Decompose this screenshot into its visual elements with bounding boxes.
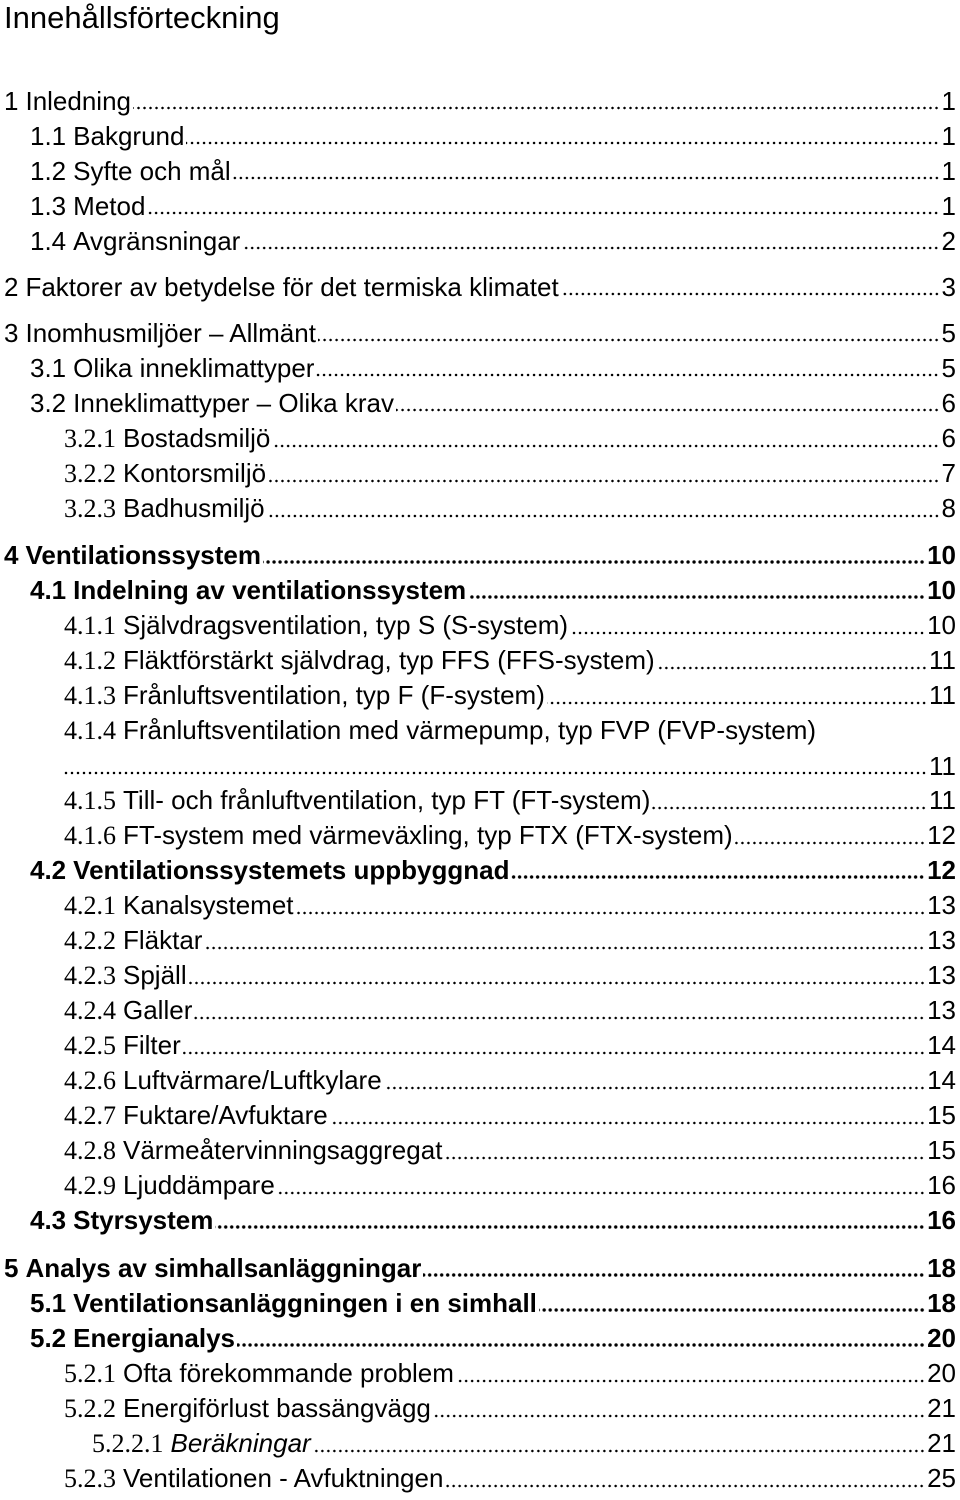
toc-entry[interactable] (0, 493, 960, 524)
entry-title[interactable]: Ventilationsanläggningen i en simhall (73, 1288, 537, 1318)
entry-title[interactable]: Analys av simhallsanläggningar (25, 1253, 422, 1283)
dot-leader (456, 1379, 925, 1383)
entry-number: 3 (4, 318, 19, 348)
entry-title[interactable]: Ljuddämpare (123, 1170, 275, 1200)
page-number: 13 (927, 890, 956, 920)
dot-leader (147, 211, 939, 215)
toc-entry[interactable] (0, 785, 960, 816)
toc-entry[interactable] (0, 575, 960, 605)
page-number: 1 (941, 191, 956, 221)
toc-entry[interactable] (0, 1100, 960, 1131)
page-number: 12 (927, 855, 956, 885)
entry-number: 4.2.4 (64, 996, 116, 1025)
entry-title[interactable]: Ventilationssystemets uppbyggnad (73, 855, 510, 885)
page-number: 6 (941, 423, 956, 453)
dot-leader (444, 1156, 925, 1160)
entry-title[interactable]: Syfte och mål (73, 156, 231, 186)
entry-title[interactable]: Indelning av ventilationssystem (73, 575, 467, 605)
toc-entry[interactable] (0, 1030, 960, 1061)
toc-entry[interactable] (0, 1393, 960, 1424)
dot-leader (318, 338, 940, 342)
toc-entry[interactable] (0, 1170, 960, 1201)
entry-title[interactable]: Energianalys (73, 1323, 236, 1353)
toc-entry[interactable] (0, 680, 960, 711)
dot-leader (296, 911, 926, 915)
toc-entry[interactable] (0, 610, 960, 641)
toc-entry[interactable] (0, 890, 960, 921)
page-number: 16 (927, 1205, 956, 1235)
entry-number: 5 (4, 1253, 19, 1283)
entry-number: 3.1 (30, 353, 67, 383)
dot-leader (242, 246, 939, 250)
page-number: 10 (927, 540, 956, 570)
toc-entry[interactable] (0, 960, 960, 991)
entry-number: 1.3 (30, 191, 67, 221)
page-number: 11 (929, 645, 956, 675)
page-number: 5 (941, 318, 956, 348)
toc-entry[interactable] (0, 423, 960, 454)
page-number: 10 (927, 575, 956, 605)
page-number: 1 (941, 156, 956, 186)
dot-leader (133, 106, 940, 110)
page-number: 16 (927, 1170, 956, 1200)
entry-number: 4.2.3 (64, 961, 116, 990)
toc-entry[interactable] (0, 1288, 960, 1318)
page-number: 1 (941, 86, 956, 116)
toc-entry[interactable] (0, 318, 960, 348)
toc-entry[interactable] (0, 1205, 960, 1235)
entry-title[interactable]: Inomhusmiljöer – Allmänt (25, 318, 316, 348)
dot-leader (570, 631, 925, 635)
entry-number: 1.4 (30, 226, 67, 256)
dot-leader (561, 292, 940, 296)
entry-number: 2 (4, 272, 19, 302)
entry-number: 4.1.3 (64, 681, 116, 710)
entry-title[interactable]: Inledning (25, 86, 132, 116)
page-number: 18 (927, 1253, 956, 1283)
entry-title[interactable]: Till- och frånluftventilation, typ FT (FT-system) (123, 785, 651, 815)
toc-entry[interactable] (0, 1358, 960, 1389)
entry-number: 4.2 (30, 855, 67, 885)
dot-leader (189, 981, 925, 985)
page-number: 6 (941, 388, 956, 418)
entry-number: 4.2.8 (64, 1136, 116, 1165)
entry-title[interactable]: Fuktare/Avfuktare (123, 1100, 328, 1130)
page-number: 3 (941, 272, 956, 302)
page-number: 8 (941, 493, 956, 523)
entry-title[interactable]: Spjäll (123, 960, 187, 990)
entry-number: 4.2.6 (64, 1066, 116, 1095)
entry-title[interactable]: Avgränsningar (73, 226, 241, 256)
entry-title[interactable]: FT-system med värmeväxling, typ FTX (FTX-system) (123, 820, 733, 850)
entry-title[interactable]: Ventilationssystem (25, 540, 262, 570)
page-number: 7 (941, 458, 956, 488)
dot-leader (277, 1191, 925, 1195)
dot-leader (263, 560, 925, 564)
entry-title[interactable]: Faktorer av betydelse för det termiska klimatet (25, 272, 559, 302)
entry-number: 3.2.3 (64, 494, 116, 523)
entry-number: 3.2.2 (64, 459, 116, 488)
entry-title[interactable]: Frånluftsventilation med värmepump, typ FVP (FVP-system) (123, 715, 817, 745)
dot-leader (316, 373, 939, 377)
entry-number: 3.2 (30, 388, 67, 418)
entry-number: 4.1.4 (64, 716, 116, 745)
toc-entry[interactable] (0, 855, 960, 885)
entry-title[interactable]: Fläktförstärkt självdrag, typ FFS (FFS-system) (123, 645, 655, 675)
page-number: 11 (929, 680, 956, 710)
toc-entry[interactable] (0, 540, 960, 570)
entry-number: 5.2.1 (64, 1359, 116, 1388)
toc-entry[interactable] (0, 388, 960, 418)
page-number: 11 (929, 785, 956, 815)
entry-title[interactable]: Olika inneklimattyper (73, 353, 315, 383)
entry-number: 4.2.5 (64, 1031, 116, 1060)
dot-leader (237, 1343, 925, 1347)
toc-entry[interactable] (0, 1428, 960, 1459)
dot-leader (433, 1414, 925, 1418)
entry-number: 4.2.2 (64, 926, 116, 955)
dot-leader (64, 771, 927, 775)
page-number: 12 (927, 820, 956, 850)
toc-entry[interactable] (0, 86, 960, 116)
dot-leader (547, 701, 927, 705)
toc-entry[interactable] (0, 156, 960, 186)
entry-title[interactable]: Kanalsystemet (123, 890, 294, 920)
page-number: 21 (927, 1393, 956, 1423)
dot-leader (268, 479, 939, 483)
entry-number: 4.1.5 (64, 786, 116, 815)
entry-number: 5.2.2.1 (92, 1429, 164, 1458)
dot-leader (396, 408, 940, 412)
dot-leader (468, 595, 925, 599)
page-number: 11 (929, 751, 956, 781)
entry-number: 4.1.6 (64, 821, 116, 850)
entry-title[interactable]: Ofta förekommande problem (123, 1358, 454, 1388)
toc-entry[interactable] (0, 645, 960, 676)
toc-entry[interactable] (0, 121, 960, 151)
toc-entry[interactable] (0, 272, 960, 302)
entry-title[interactable]: Styrsystem (73, 1205, 214, 1235)
toc-entry[interactable] (0, 820, 960, 851)
page-number: 1 (941, 121, 956, 151)
entry-title[interactable]: Självdragsventilation, typ S (S-system) (123, 610, 569, 640)
dot-leader (511, 875, 925, 879)
entry-title[interactable]: Ventilationen - Avfuktningen (123, 1463, 444, 1493)
dot-leader (183, 1051, 925, 1055)
entry-number: 4.1 (30, 575, 67, 605)
page-number: 25 (927, 1463, 956, 1493)
dot-leader (233, 176, 940, 180)
dot-leader (539, 1308, 925, 1312)
dot-leader (657, 666, 927, 670)
entry-number: 3.2.1 (64, 424, 116, 453)
page-number: 15 (927, 1135, 956, 1165)
entry-number: 4.1.1 (64, 611, 116, 640)
entry-title[interactable]: Metod (73, 191, 146, 221)
dot-leader (204, 946, 925, 950)
entry-title[interactable]: Filter (123, 1030, 181, 1060)
page-number: 20 (927, 1358, 956, 1388)
page-number: 21 (927, 1428, 956, 1458)
toc-entry[interactable] (0, 458, 960, 489)
entry-number: 5.2.3 (64, 1464, 116, 1493)
entry-title[interactable]: Energiförlust bassängvägg (123, 1393, 431, 1423)
entry-number: 4.3 (30, 1205, 67, 1235)
dot-leader (186, 141, 939, 145)
page-number: 14 (927, 1065, 956, 1095)
dot-leader (313, 1449, 925, 1453)
page-number: 13 (927, 995, 956, 1025)
page-number: 10 (927, 610, 956, 640)
entry-number: 1 (4, 86, 19, 116)
dot-leader (194, 1016, 925, 1020)
entry-title[interactable]: Fläktar (123, 925, 203, 955)
dot-leader (423, 1273, 925, 1277)
toc-entry[interactable] (0, 1065, 960, 1096)
page-number: 13 (927, 960, 956, 990)
entry-number: 4.2.1 (64, 891, 116, 920)
entry-title[interactable]: Beräkningar (170, 1428, 311, 1458)
entry-number: 4 (4, 540, 19, 570)
dot-leader (330, 1121, 925, 1125)
dot-leader (267, 514, 940, 518)
dot-leader (215, 1225, 925, 1229)
entry-number: 5.1 (30, 1288, 67, 1318)
entry-title[interactable]: Badhusmiljö (123, 493, 265, 523)
toc-entry[interactable] (0, 925, 960, 956)
entry-number: 5.2.2 (64, 1394, 116, 1423)
page-number: 14 (927, 1030, 956, 1060)
page-number: 13 (927, 925, 956, 955)
entry-title[interactable]: Bostadsmiljö (123, 423, 271, 453)
toc-entry[interactable] (0, 1463, 960, 1494)
entry-title[interactable]: Värmeåtervinningsaggregat (123, 1135, 443, 1165)
entry-number: 1.2 (30, 156, 67, 186)
entry-title[interactable]: Kontorsmiljö (123, 458, 267, 488)
toc-entry[interactable] (0, 1253, 960, 1283)
entry-number: 4.2.9 (64, 1171, 116, 1200)
entry-number: 4.2.7 (64, 1101, 116, 1130)
toc-entry[interactable] (0, 226, 960, 256)
entry-title[interactable]: Luftvärmare/Luftkylare (123, 1065, 382, 1095)
toc-entry[interactable] (0, 995, 960, 1026)
page-number: 15 (927, 1100, 956, 1130)
toc-heading: Innehållsförteckning (4, 0, 280, 35)
entry-number: 4.1.2 (64, 646, 116, 675)
dot-leader (445, 1484, 925, 1488)
dot-leader (652, 806, 927, 810)
entry-number: 1.1 (30, 121, 67, 151)
entry-title[interactable]: Inneklimattyper – Olika krav (73, 388, 394, 418)
entry-title[interactable]: Bakgrund (73, 121, 185, 151)
page-number: 18 (927, 1288, 956, 1318)
page-number: 5 (941, 353, 956, 383)
dot-leader (272, 444, 939, 448)
entry-title[interactable]: Galler (123, 995, 193, 1025)
page-number: 20 (927, 1323, 956, 1353)
entry-number: 5.2 (30, 1323, 67, 1353)
toc-entry[interactable] (0, 715, 960, 781)
toc-entry[interactable] (0, 1323, 960, 1353)
dot-leader (735, 841, 925, 845)
dot-leader (384, 1086, 925, 1090)
page-number: 2 (941, 226, 956, 256)
toc-entry[interactable] (0, 1135, 960, 1166)
toc-entry[interactable] (0, 191, 960, 221)
toc-entry[interactable] (0, 353, 960, 383)
entry-title[interactable]: Frånluftsventilation, typ F (F-system) (123, 680, 545, 710)
